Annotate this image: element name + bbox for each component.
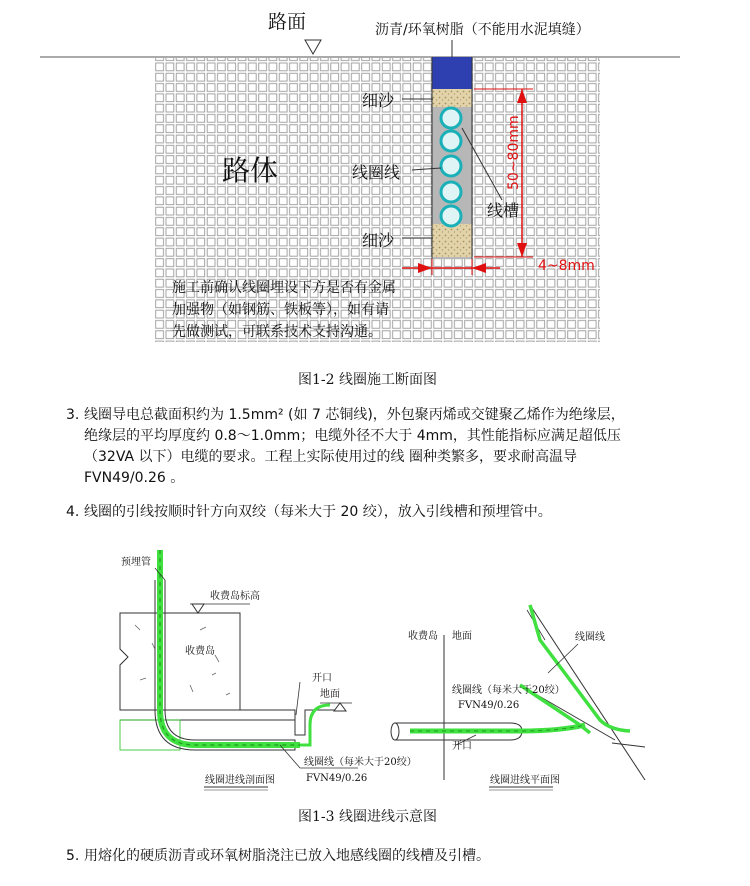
sand-bottom bbox=[432, 224, 472, 257]
figure1-caption: 图1-2 线圈施工断面图 bbox=[298, 372, 437, 388]
svg-text:加强物（如钢筋、铁板等），如有请: 加强物（如钢筋、铁板等），如有请 bbox=[172, 302, 389, 318]
paragraph-5: 5. 用熔化的硬质沥青或环氧树脂浇注已放入地感线圈的线槽及引槽。 bbox=[66, 848, 490, 864]
road-surface-label: 路面 bbox=[268, 11, 307, 33]
island-elevation-label: 收费岛标高 bbox=[210, 591, 260, 602]
width-dimension-label: 4~8mm bbox=[538, 258, 595, 274]
embedded-pipe-label: 预埋管 bbox=[121, 557, 151, 568]
right-coil-wire-twist-label: 线圈线（每米大于20绞） bbox=[452, 685, 565, 696]
sealant-label: 沥青/环氧树脂（不能用水泥填缝） bbox=[375, 22, 590, 38]
svg-text:施工前确认线圈埋设下方是否有金属: 施工前确认线圈埋设下方是否有金属 bbox=[172, 280, 396, 296]
coil-wires bbox=[441, 108, 461, 226]
coil-wire-label: 线圈线 bbox=[352, 163, 401, 182]
right-opening-label: 开口 bbox=[452, 741, 472, 752]
fine-sand-bottom-label: 细沙 bbox=[362, 231, 395, 250]
left-island-label: 收费岛 bbox=[185, 646, 215, 657]
right-figure-title: 线圈进线平面图 bbox=[490, 775, 560, 786]
depth-dimension-label: 50~80mm bbox=[506, 115, 522, 190]
right-island-label: 收费岛 bbox=[408, 631, 438, 642]
road-surface-marker bbox=[305, 40, 321, 54]
svg-text:先做测试，可联系技术支持沟通。: 先做测试，可联系技术支持沟通。 bbox=[172, 324, 382, 340]
left-ground-label: 地面 bbox=[320, 689, 340, 700]
coil-cross-section-figure bbox=[0, 0, 750, 365]
construction-note bbox=[172, 279, 396, 340]
left-figure-title: 线圈进线剖面图 bbox=[205, 775, 275, 786]
paragraph-4: 4. 线圈的引线按顺时针方向双绞（每米大于 20 绞），放入引线槽和预埋管中。 bbox=[66, 504, 552, 520]
slot-label: 线槽 bbox=[487, 201, 520, 220]
paragraph-3: 3. 线圈导电总截面积约为 1.5mm² (如 7 芯铜线)，外包聚丙烯或交键聚乙烯作为绝缘层， 绝缘层的平均厚度约 0.8～1.0mm；电缆外径不大于 4mm，其性能指标应满足超低压 （32VA 以下）电缆的要求。工程上实际使用过的线 圈种类繁多，要求耐高温导 FVN49/0.26 。 bbox=[66, 407, 625, 486]
left-coil-wire-spec: FVN49/0.26 bbox=[306, 773, 368, 784]
coil-lead-in-figure bbox=[0, 535, 750, 805]
left-opening-label: 开口 bbox=[312, 673, 332, 684]
sand-top bbox=[432, 89, 472, 107]
sealant-layer bbox=[432, 57, 472, 89]
road-body-label: 路体 bbox=[222, 154, 279, 187]
figure2-caption: 图1-3 线圈进线示意图 bbox=[298, 809, 437, 825]
fine-sand-top-label: 细沙 bbox=[362, 91, 395, 110]
right-coil-wire-spec: FVN49/0.26 bbox=[458, 700, 520, 711]
right-coil-wire-label: 线圈线 bbox=[575, 632, 605, 643]
left-cross-section bbox=[120, 550, 358, 768]
left-coil-wire-label: 线圈线（每米大于20绞） bbox=[304, 757, 417, 768]
right-ground-label: 地面 bbox=[452, 631, 472, 642]
